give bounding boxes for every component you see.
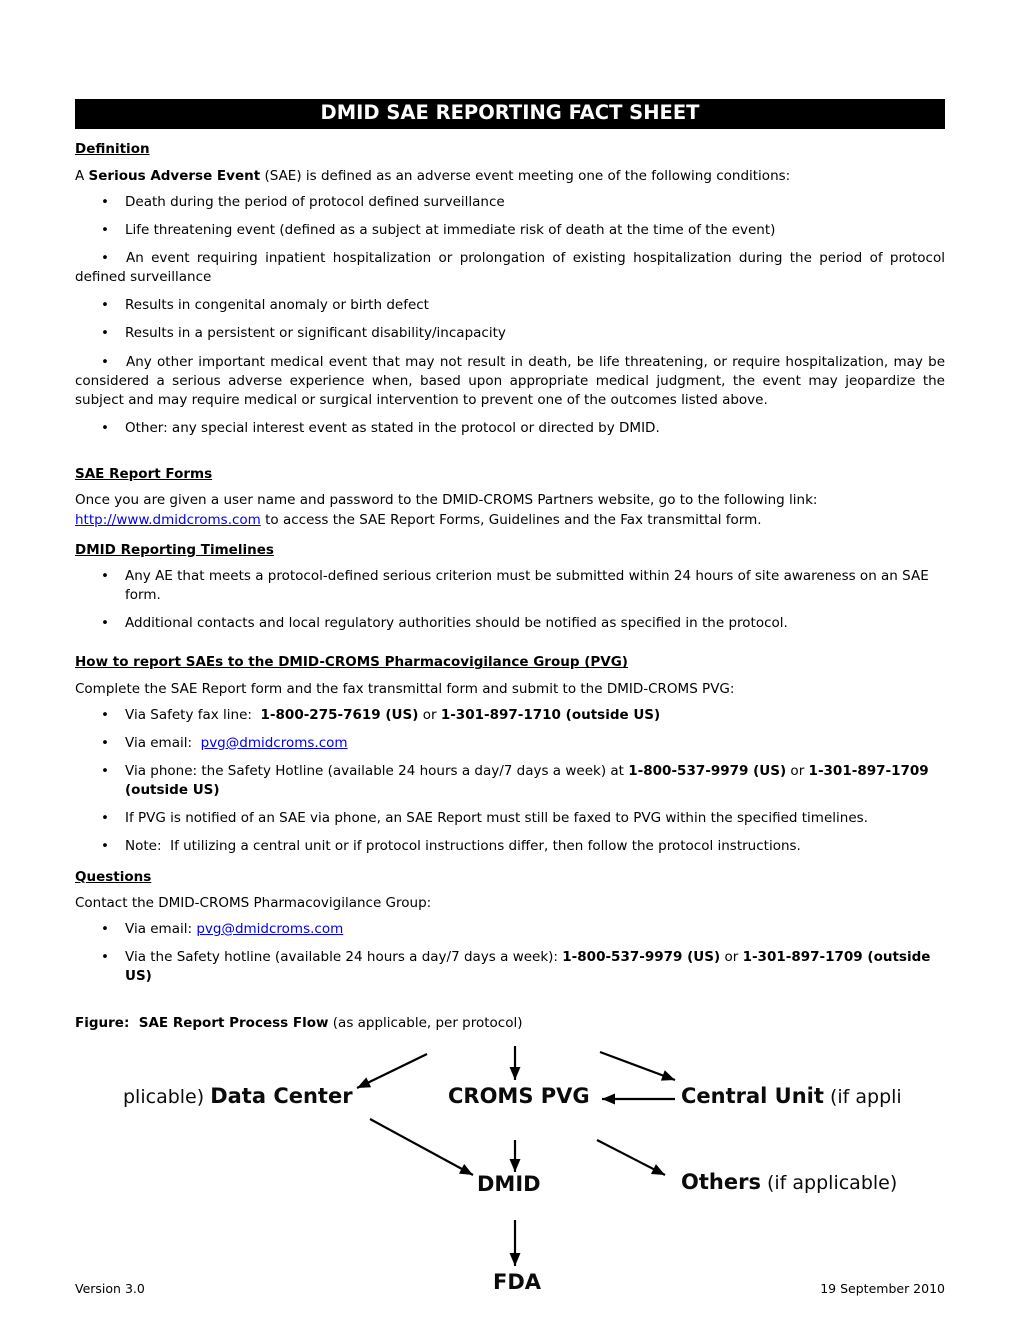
bullet-marker: • — [101, 706, 109, 723]
sae-process-flow-diagram — [75, 1042, 945, 1290]
bullet-marker: • — [101, 193, 109, 210]
list-item — [75, 920, 945, 939]
bullet-marker: • — [101, 615, 109, 632]
list-item-text: Results in a persistent or significant disability/incapacity — [125, 325, 506, 342]
page-footer — [75, 1280, 945, 1298]
others-suffix: (if applicable) — [760, 1171, 898, 1194]
sae-forms-pre: Once you are given a user name and password to the DMID-CROMS Partners website, go to the following link: — [75, 492, 818, 509]
section-heading-definition: Definition — [75, 141, 150, 158]
diagram-node-data-center — [123, 1082, 353, 1112]
figure-caption — [75, 1014, 945, 1033]
pvg-email-link[interactable]: pvg@dmidcroms.com — [196, 920, 344, 937]
list-item-text: Note: If utilizing a central unit or if protocol instructions differ, then follow the protocol instructions. — [125, 838, 801, 855]
bullet-marker: • — [101, 810, 109, 827]
list-item-text: An event requiring inpatient hospitalization or prolongation of existing hospitalization during the period of protocol defined surveillance — [75, 250, 945, 286]
list-item — [75, 296, 945, 315]
dmid-label: DMID — [477, 1171, 541, 1196]
list-item — [75, 837, 945, 856]
bullet-marker: • — [101, 353, 109, 370]
hotline-or: or — [720, 949, 743, 966]
list-item — [75, 353, 945, 410]
list-item — [75, 249, 945, 287]
central-unit-suffix: (if appli — [823, 1085, 902, 1108]
dmidcroms-link[interactable]: http://www.dmidcroms.com — [75, 511, 261, 528]
croms-pvg-label: CROMS PVG — [448, 1083, 590, 1108]
figure-caption-rest: (as applicable, per protocol) — [328, 1015, 523, 1032]
bullet-marker: • — [101, 920, 109, 937]
list-item — [75, 567, 945, 605]
flow-arrows — [75, 1042, 945, 1290]
list-item — [75, 324, 945, 343]
bullet-marker: • — [101, 420, 109, 437]
diagram-node-others — [681, 1168, 897, 1198]
bullet-marker: • — [101, 250, 109, 266]
questions-intro: Contact the DMID-CROMS Pharmacovigilance Group: — [75, 894, 432, 911]
sae-report-forms-paragraph — [75, 491, 945, 529]
data-center-label: Data Center — [210, 1083, 353, 1108]
section-heading-timelines: DMID Reporting Timelines — [75, 541, 274, 558]
date-label: 19 September 2010 — [820, 1281, 945, 1297]
list-item — [75, 734, 945, 753]
fax-number-us: 1-800-275-7619 (US) — [260, 706, 419, 723]
fax-or: or — [418, 706, 441, 723]
questions-email-label: Via email: — [125, 920, 197, 937]
hotline-number-intl: 1-301-897-1709 (outside US) — [125, 762, 929, 799]
version-label: Version 3.0 — [75, 1281, 145, 1297]
email-label: Via email: — [125, 734, 201, 751]
list-item — [75, 948, 945, 986]
list-item — [75, 419, 945, 438]
diagram-node-croms-pvg — [448, 1082, 590, 1112]
list-item-text: Death during the period of protocol defined surveillance — [125, 193, 505, 210]
phone-or: or — [786, 762, 809, 779]
list-item-text — [125, 735, 348, 751]
list-item-text — [125, 763, 929, 798]
section-heading-sae-report-forms: SAE Report Forms — [75, 466, 213, 483]
others-label: Others — [681, 1169, 761, 1194]
list-item — [75, 193, 945, 212]
document-content — [75, 99, 945, 1290]
list-item-text: Additional contacts and local regulatory authorities should be notified as specified in the protocol. — [125, 615, 788, 632]
questions-hotline-label: Via the Safety hotline (available 24 hours a day/7 days a week): — [125, 949, 563, 966]
definition-intro-pre: A — [75, 167, 89, 184]
list-item-text: If PVG is notified of an SAE via phone, an SAE Report must still be faxed to PVG within the specified timelines. — [125, 810, 868, 827]
data-center-prefix: plicable) — [123, 1085, 211, 1108]
section-heading-how-to-report: How to report SAEs to the DMID-CROMS Pharmacovigilance Group (PVG) — [75, 654, 628, 671]
list-item-text — [125, 921, 343, 937]
hotline-number-intl: 1-301-897-1709 (outside US) — [125, 949, 931, 985]
hotline-number-us: 1-800-537-9979 (US) — [628, 762, 787, 779]
how-to-report-intro: Complete the SAE Report form and the fax transmittal form and submit to the DMID-CROMS PVG: — [75, 680, 735, 697]
list-item-text — [125, 707, 660, 723]
list-item-text: Other: any special interest event as stated in the protocol or directed by DMID. — [125, 420, 660, 437]
bullet-marker: • — [101, 297, 109, 314]
definition-intro-bold: Serious Adverse Event — [88, 167, 261, 184]
list-item-text: Any AE that meets a protocol-defined serious criterion must be submitted within 24 hours of site awareness on an SAE form. — [125, 567, 929, 604]
fax-line-label: Via Safety fax line: — [125, 706, 261, 723]
diagram-node-central-unit — [681, 1082, 902, 1112]
phone-label: Via phone: the Safety Hotline (available 24 hours a day/7 days a week) at — [125, 762, 629, 779]
bullet-marker: • — [101, 949, 109, 966]
list-item-text: Results in congenital anomaly or birth defect — [125, 297, 429, 314]
list-item — [75, 706, 945, 725]
central-unit-label: Central Unit — [681, 1083, 824, 1108]
list-item — [75, 221, 945, 240]
list-item — [75, 809, 945, 828]
fact-sheet-title: DMID SAE REPORTING FACT SHEET — [75, 99, 945, 129]
definition-intro-post: (SAE) is defined as an adverse event meeting one of the following conditions: — [260, 167, 791, 184]
fax-number-intl: 1-301-897-1710 (outside US) — [440, 706, 661, 723]
list-item-text: Any other important medical event that may not result in death, be life threatening, or require hospitalization, may be considered a serious adverse experience when, based upon appropriate medical judgment, the event may jeopardize the subject and may require medical or surgical intervention to prevent one of the outcomes listed above. — [75, 353, 945, 408]
pvg-email-link[interactable]: pvg@dmidcroms.com — [200, 734, 348, 751]
hotline-number-us: 1-800-537-9979 (US) — [562, 949, 721, 966]
bullet-marker: • — [101, 838, 109, 855]
list-item-text: Life threatening event (defined as a subject at immediate risk of death at the time of the event) — [125, 221, 776, 238]
diagram-node-dmid — [477, 1170, 541, 1200]
list-item — [75, 762, 945, 800]
list-item — [75, 614, 945, 633]
definition-intro — [75, 167, 945, 186]
bullet-marker: • — [101, 762, 109, 779]
fda-label: FDA — [493, 1269, 542, 1290]
bullet-marker: • — [101, 325, 109, 342]
figure-caption-bold: Figure: SAE Report Process Flow — [75, 1015, 329, 1032]
sae-forms-post: to access the SAE Report Forms, Guidelines and the Fax transmittal form. — [260, 511, 762, 528]
list-item-text — [125, 949, 930, 984]
section-heading-questions: Questions — [75, 868, 152, 885]
bullet-marker: • — [101, 734, 109, 751]
bullet-marker: • — [101, 221, 109, 238]
bullet-marker: • — [101, 567, 109, 584]
